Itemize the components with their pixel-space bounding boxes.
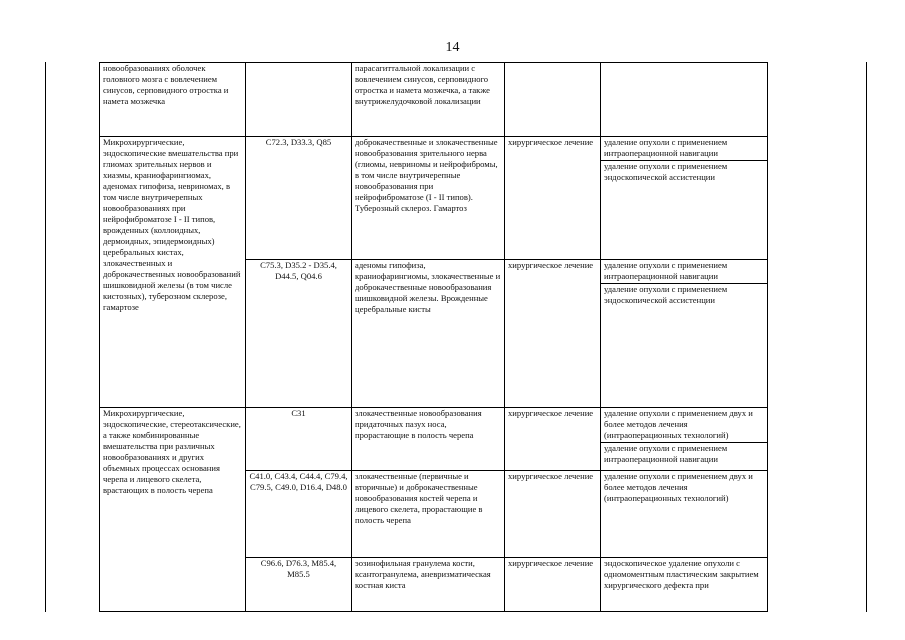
method-cell bbox=[601, 63, 768, 137]
model-cell: парасагиттальной локализации с вовлечением синусов, серповидного отростка и намета мозжечка, а также внутрижелудочковой локализации bbox=[352, 63, 505, 137]
treatment-type-cell: хирургическое лечение bbox=[505, 408, 601, 471]
method-item: удаление опухоли с применением эндоскопической ассистенции bbox=[604, 161, 728, 182]
table-row bbox=[100, 408, 768, 471]
icd-code-cell bbox=[246, 63, 352, 137]
icd-code-cell: С31 bbox=[246, 408, 352, 471]
intervention-cell: Микрохирургические, эндоскопические вмешательства при глиомах зрительных нервов и хиазмы, краниофарингиомах, аденомах гипофиза, невриномах, в том числе внутричерепных новообразованиях при нейрофиброматозе I - II типов, врожденных (коллоидных, дермоидных, эпидермоидных) церебральных кистах, злокачественных и доброкачественных новообразований шишковидной железы (в том числе кистозных), туберозном склерозе, гамартозе bbox=[100, 137, 246, 408]
treatment-table bbox=[99, 62, 768, 612]
model-cell: доброкачественные и злокачественные новообразования зрительного нерва (глиомы, невриномы и нейрофибромы, в том числе внутричерепные новообразования при нейрофиброматозе (I - II типов). Туберозный склероз. Гамартоз bbox=[352, 137, 505, 260]
method-cell: удаление опухоли с применением двух и более методов лечения (интраоперационных технологий) bbox=[601, 471, 768, 558]
method-cell bbox=[601, 408, 768, 471]
intervention-cell: новообразованиях оболочек головного мозга с вовлечением синусов, серповидного отростка и намета мозжечка bbox=[100, 63, 246, 137]
treatment-type-cell: хирургическое лечение bbox=[505, 558, 601, 612]
icd-code-cell: С41.0, С43.4, С44.4, С79.4, С79.5, С49.0, D16.4, D48.0 bbox=[246, 471, 352, 558]
method-item: удаление опухоли с применением эндоскопической ассистенции bbox=[604, 284, 728, 305]
treatment-type-cell: хирургическое лечение bbox=[505, 471, 601, 558]
method-item: удаление опухоли с применением интраоперационной навигации bbox=[604, 443, 728, 464]
treatment-type-cell: хирургическое лечение bbox=[505, 260, 601, 408]
model-cell: аденомы гипофиза, краниофарингиомы, злокачественные и доброкачественные новообразования шишковидной железы. Врожденные церебральные кисты bbox=[352, 260, 505, 408]
method-cell: эндоскопическое удаление опухоли с одномоментным пластическим закрытием хирургического дефекта при bbox=[601, 558, 768, 612]
treatment-type-cell bbox=[505, 63, 601, 137]
model-cell: злокачественные (первичные и вторичные) и доброкачественные новообразования костей черепа и лицевого скелета, прорастающие в полость черепа bbox=[352, 471, 505, 558]
icd-code-cell: С72.3, D33.3, Q85 bbox=[246, 137, 352, 260]
table-row bbox=[100, 63, 768, 137]
left-margin-line bbox=[45, 62, 46, 612]
model-cell: эозинофильная гранулема кости, ксантогранулема, аневризматическая костная киста bbox=[352, 558, 505, 612]
intervention-cell: Микрохирургические, эндоскопические, стереотаксические, а также комбинированные вмешательства при различных новообразованиях и других объемных процессах основания черепа и лицевого скелета, врастающих в полость черепа bbox=[100, 408, 246, 612]
method-item: удаление опухоли с применением интраоперационной навигации bbox=[601, 137, 767, 161]
right-margin-line bbox=[866, 62, 867, 612]
page-number: 14 bbox=[445, 40, 460, 55]
icd-code-cell: С96.6, D76.3, М85.4, М85.5 bbox=[246, 558, 352, 612]
method-cell bbox=[601, 260, 768, 408]
icd-code-cell: С75.3, D35.2 - D35.4, D44.5, Q04.6 bbox=[246, 260, 352, 408]
method-cell bbox=[601, 137, 768, 260]
treatment-type-cell: хирургическое лечение bbox=[505, 137, 601, 260]
method-item: удаление опухоли с применением двух и более методов лечения (интраоперационных технологий) bbox=[601, 408, 767, 443]
model-cell: злокачественные новообразования придаточных пазух носа, прорастающие в полость черепа bbox=[352, 408, 505, 471]
table-row bbox=[100, 137, 768, 260]
method-item: удаление опухоли с применением интраоперационной навигации bbox=[601, 260, 767, 284]
